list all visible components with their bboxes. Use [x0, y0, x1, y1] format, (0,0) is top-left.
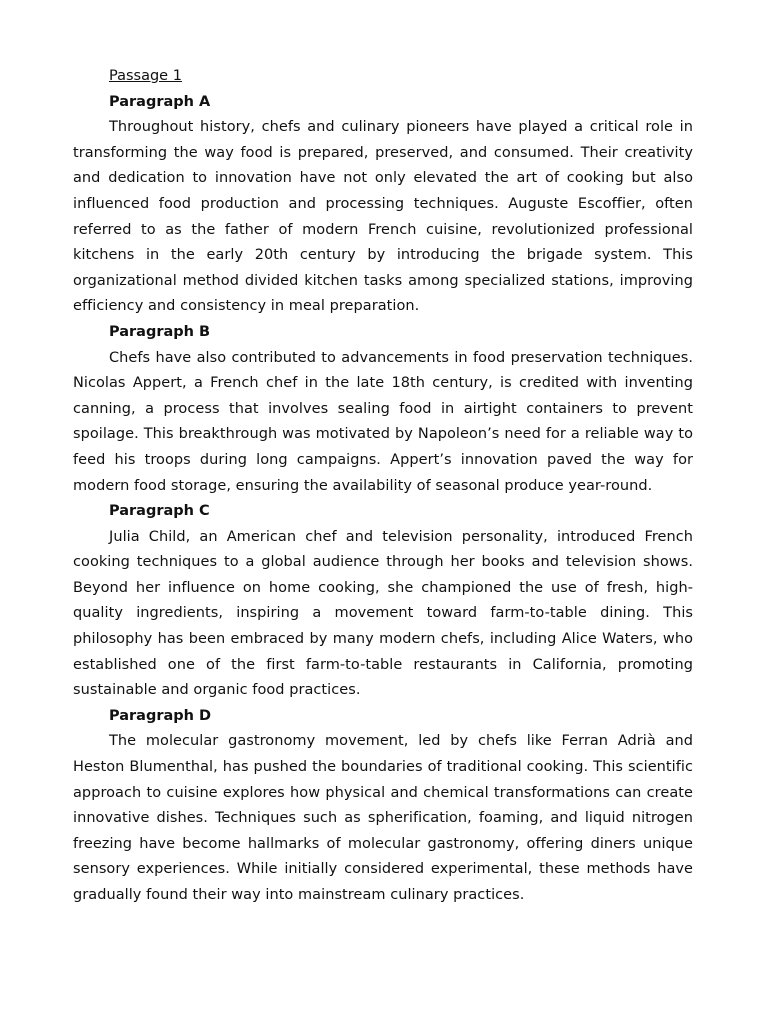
paragraph-a-heading: Paragraph A — [109, 93, 211, 110]
paragraph-c-text: Julia Child, an American chef and television personality, introduced French cooking techniques to a global audience through her books and television shows. Beyond her influence on home cooking, she championed the use of fresh, high-quality ingredients, inspiring a movement toward farm-to-table dining. This philosophy has been embraced by many modern chefs, including Alice Waters, who established one of the first farm-to-table restaurants in California, promoting sustainable and organic food practices. — [73, 528, 693, 699]
paragraph-a-text: Throughout history, chefs and culinary pioneers have played a critical role in transforming the way food is prepared, preserved, and consumed. Their creativity and dedication to innovation have not only elevated the art of cooking but also influenced food production and processing techniques. Auguste Escoffier, often referred to as the father of modern French cuisine, revolutionized professional kitchens in the early 20th century by introducing the brigade system. This organizational method divided kitchen tasks among specialized stations, improving efficiency and consistency in meal preparation. — [73, 119, 693, 315]
paragraph-b-heading: Paragraph B — [109, 323, 211, 340]
document-page — [73, 64, 693, 909]
paragraph-d-text: The molecular gastronomy movement, led by chefs like Ferran Adrià and Heston Blumenthal, has pushed the boundaries of traditional cooking. This scientific approach to cuisine explores how physical and chemical transformations can create innovative dishes. Techniques such as spherification, foaming, and liquid nitrogen freezing have become hallmarks of molecular gastronomy, offering diners unique sensory experiences. While initially considered experimental, these methods have gradually found their way into mainstream culinary practices. — [73, 733, 693, 903]
paragraph-d-heading: Paragraph D — [109, 707, 212, 724]
paragraph-b-text: Chefs have also contributed to advancements in food preservation techniques. Nicolas Appert, a French chef in the late 18th century, is credited with inventing canning, a process that involves sealing food in airtight containers to prevent spoilage. This breakthrough was motivated by Napoleon’s need for a reliable way to feed his troops during long campaigns. Appert’s innovation paved the way for modern food storage, ensuring the availability of seasonal produce year-round. — [73, 349, 693, 494]
passage-title: Passage 1 — [109, 68, 182, 84]
paragraph-c-heading: Paragraph C — [109, 503, 210, 520]
